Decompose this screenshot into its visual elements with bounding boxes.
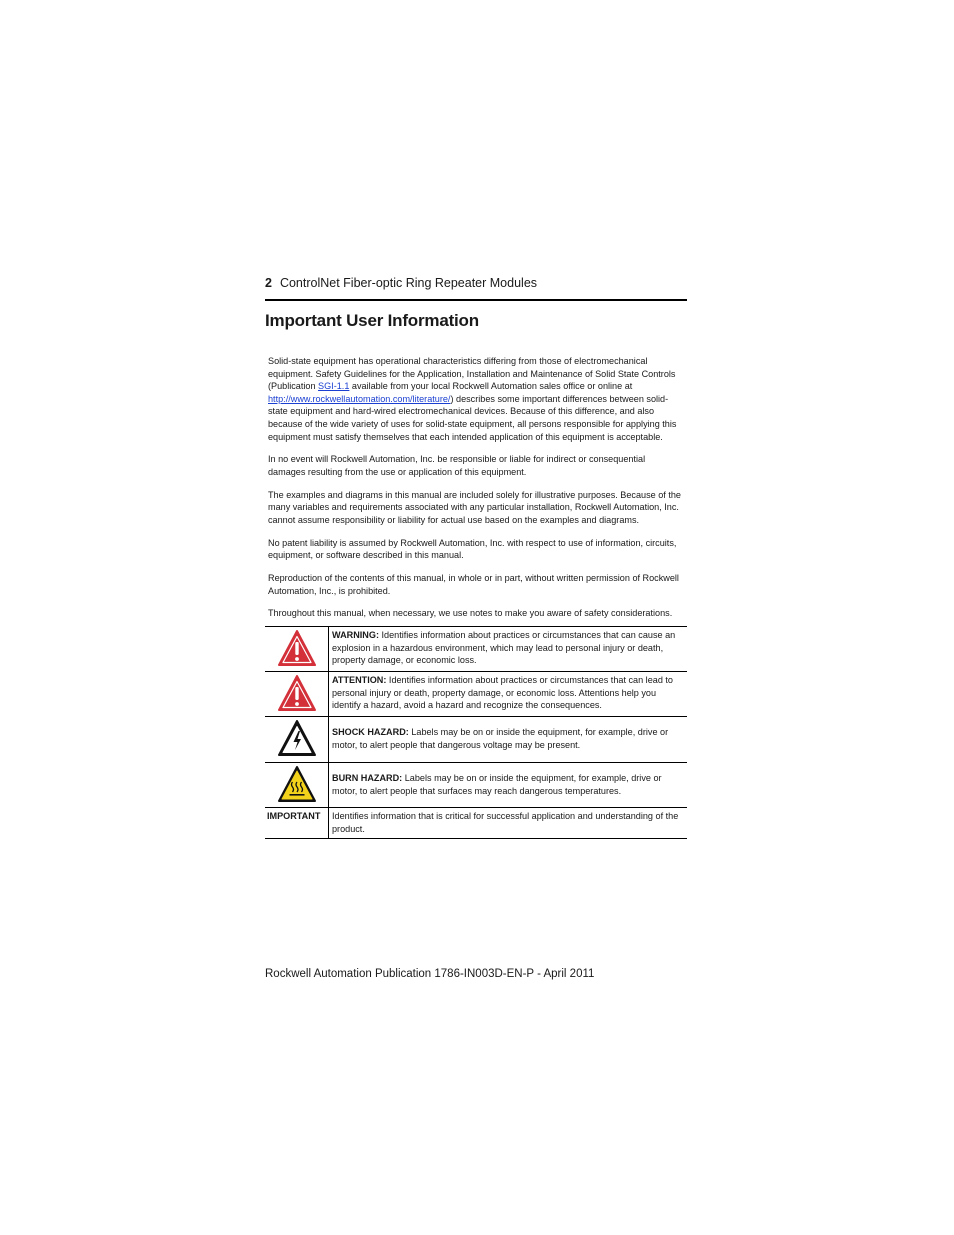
- page-number: 2: [265, 276, 272, 290]
- paragraph-text: ) describes some important differences between solid-state equipment and hard-wired electromechanical devices. Because of this difference, and also because of the wide variety of uses for solid-state equipment, all persons responsible for applying this equipment must satisfy themselves that each intended application of this equipment is acceptable.: [268, 393, 677, 442]
- attention-text: Identifies information about practices or circumstances that can lead to personal injury or death, property damage, or economic loss. Attentions help you identify a hazard, avoid a hazard and recognize the consequences.: [332, 675, 673, 711]
- header-rule: [265, 299, 687, 301]
- running-title: ControlNet Fiber-optic Ring Repeater Modules: [279, 276, 538, 290]
- burn-label: BURN HAZARD:: [332, 772, 403, 783]
- burn-text-cell: [329, 763, 688, 808]
- paragraph-text: available from your local Rockwell Automation sales office or online at: [349, 381, 633, 392]
- attention-icon-cell: [265, 672, 329, 717]
- shock-hazard-row: [265, 717, 687, 763]
- safety-notes-table: [265, 626, 687, 839]
- burn-text: Labels may be on or inside the equipment, for example, drive or motor, to alert people that surfaces may reach dangerous temperatures.: [332, 772, 662, 796]
- page-footer: Rockwell Automation Publication 1786-IN003D-EN-P - April 2011: [265, 968, 595, 980]
- shock-text-cell: [329, 717, 688, 763]
- important-text: Identifies information that is critical for successful application and understanding of the product.: [329, 808, 688, 839]
- important-row: [265, 808, 687, 839]
- paragraph-text: Solid-state equipment has operational characteristics differing from those of electromechanical equipment. Safety Guidelines for the Application, Installation and Maintenance of Solid State Controls (Publication: [268, 356, 676, 392]
- shock-icon-cell: [265, 717, 329, 763]
- attention-row: [265, 672, 687, 717]
- paragraph-solid-state: [268, 355, 684, 443]
- page-header: [265, 276, 537, 290]
- paragraph-reproduction: Reproduction of the contents of this manual, in whole or in part, without written permission of Rockwell Automation, Inc., is prohibited.: [268, 573, 679, 596]
- warning-label: WARNING:: [332, 630, 379, 640]
- body-text: [268, 355, 684, 630]
- burn-hazard-icon: [277, 765, 317, 803]
- paragraph-notes-intro: Throughout this manual, when necessary, we use notes to make you aware of safety considerations.: [268, 608, 673, 619]
- attention-text-cell: [329, 672, 688, 717]
- important-label: IMPORTANT: [265, 808, 329, 839]
- page-title: Important User Information: [265, 311, 479, 330]
- paragraph-patent: No patent liability is assumed by Rockwell Automation, Inc. with respect to use of information, circuits, equipment, or software described in this manual.: [268, 537, 677, 561]
- paragraph-examples: The examples and diagrams in this manual are included solely for illustrative purposes. Because of the many variables and requirements associated with any particular installation, Rockwell Automation, Inc. cannot assume responsibility or liability for actual use based on the examples and diagrams.: [268, 489, 681, 525]
- shock-hazard-icon: [277, 719, 317, 757]
- warning-row: [265, 627, 687, 672]
- shock-text: Labels may be on or inside the equipment, for example, drive or motor, to alert people that dangerous voltage may be present.: [332, 727, 669, 750]
- warning-text: Identifies information about practices or circumstances that can cause an explosion in a hazardous environment, which may lead to personal injury or death, property damage, or economic loss.: [332, 630, 676, 666]
- shock-label: SHOCK HAZARD:: [332, 727, 409, 738]
- sgi-link[interactable]: SGI-1.1: [318, 381, 350, 392]
- burn-icon-cell: [265, 763, 329, 808]
- warning-icon-cell: [265, 627, 329, 672]
- attention-triangle-icon: [277, 674, 317, 712]
- paragraph-liability: In no event will Rockwell Automation, Inc. be responsible or liable for indirect or consequential damages resulting from the use or application of this equipment.: [268, 454, 646, 477]
- literature-link[interactable]: http://www.rockwellautomation.com/literature/: [268, 393, 451, 404]
- warning-text-cell: [329, 627, 688, 672]
- burn-hazard-row: [265, 763, 687, 808]
- attention-label: ATTENTION:: [332, 675, 387, 685]
- warning-triangle-icon: [277, 629, 317, 667]
